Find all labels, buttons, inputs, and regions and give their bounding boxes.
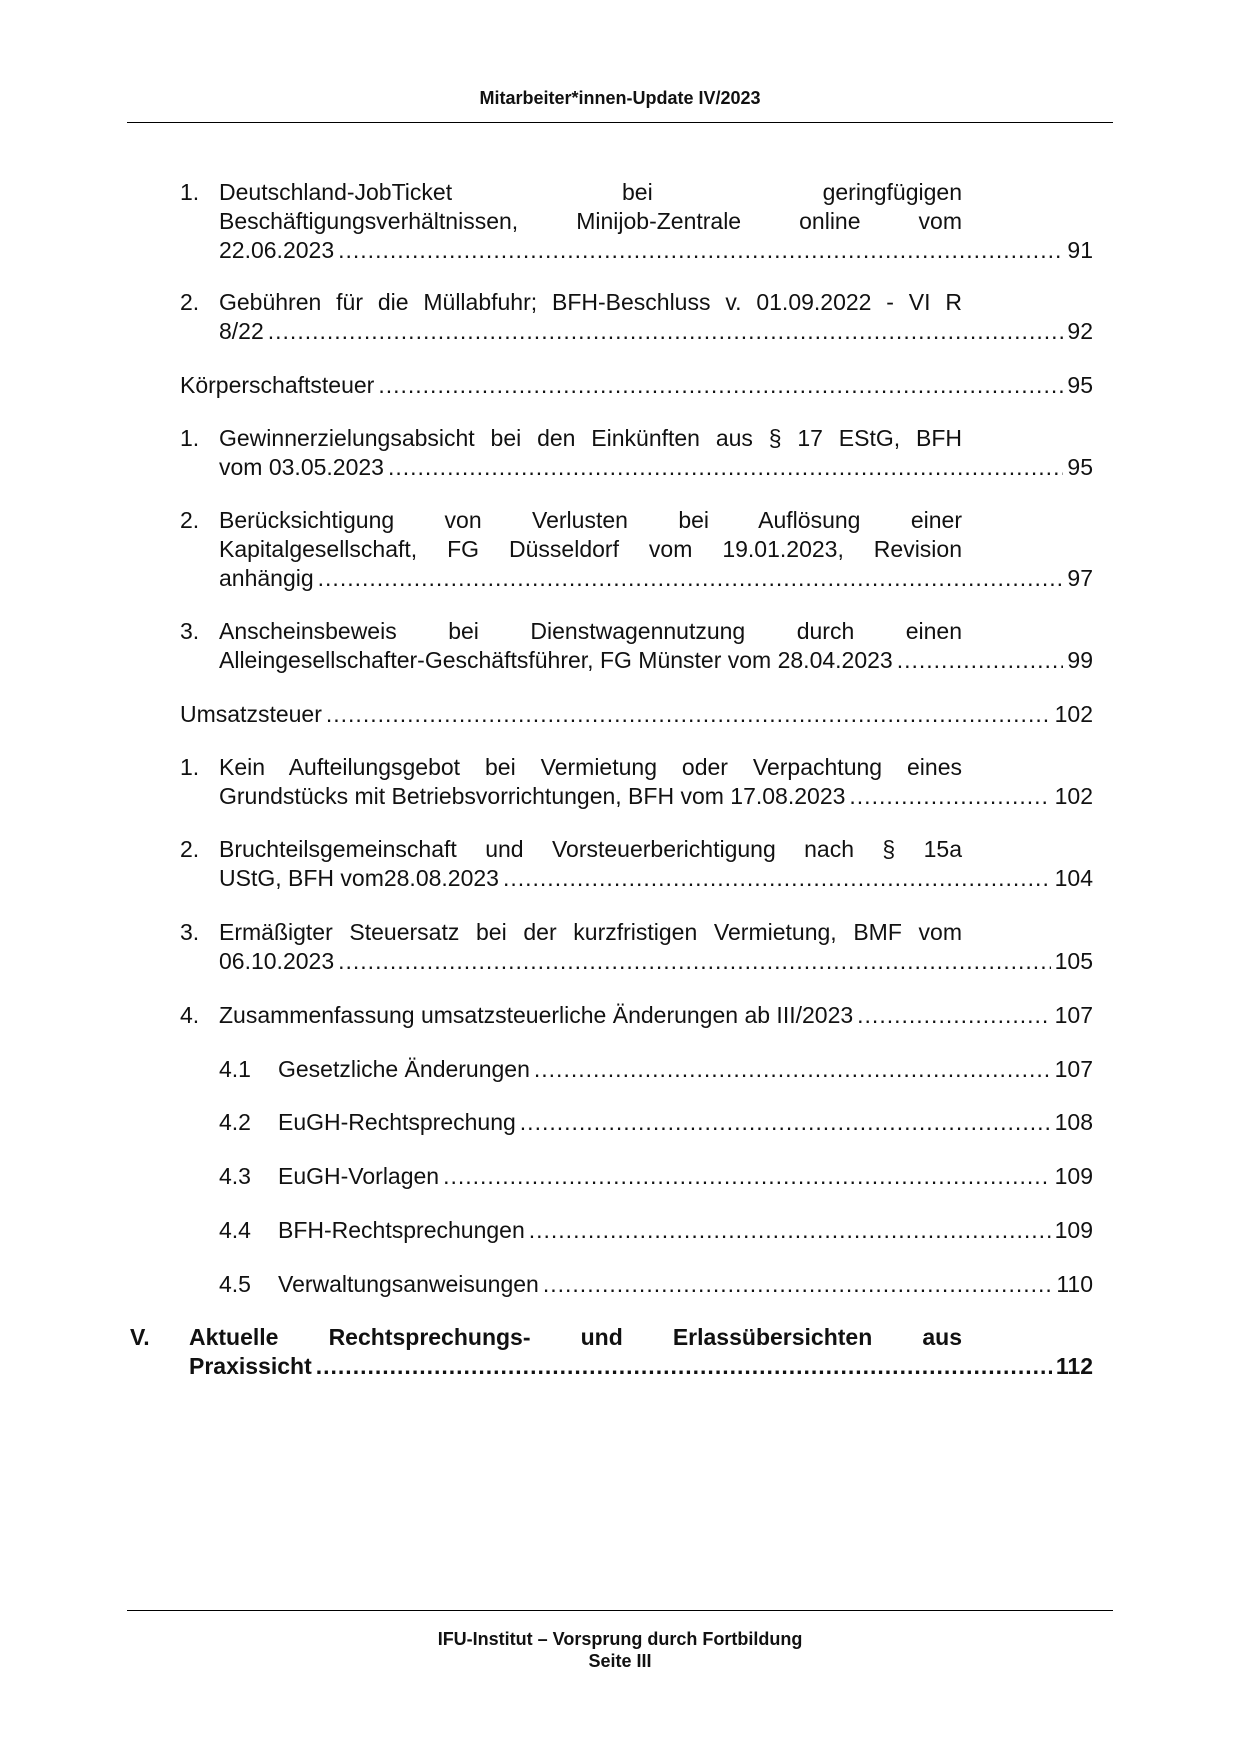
toc-leader-dots <box>443 1162 1051 1191</box>
toc-entry-text: Gebühren für die Müllabfuhr; BFH-Beschluss v. 01.09.2022 - VI R <box>219 289 962 315</box>
page-header-title: Mitarbeiter*innen-Update IV/2023 <box>479 88 761 108</box>
toc-entry[interactable] <box>180 617 1093 675</box>
toc-subentry[interactable] <box>219 1216 1093 1245</box>
footer-institute: IFU-Institut – Vorsprung durch Fortbildung <box>437 1629 803 1649</box>
toc-entry[interactable] <box>180 835 1093 893</box>
toc-subentry[interactable] <box>219 1270 1093 1299</box>
toc-entry-text: UStG, BFH vom28.08.2023 <box>219 865 499 891</box>
toc-entry-text: Bruchteilsgemeinschaft und Vorsteuerberichtigung nach § 15a <box>219 836 962 862</box>
toc-subentry[interactable] <box>219 1055 1093 1084</box>
toc-page-number: 105 <box>1054 948 1093 974</box>
toc-page-number: 97 <box>1067 565 1093 591</box>
toc-entry[interactable] <box>180 753 1093 811</box>
toc-entry-number: 4.2 <box>219 1109 251 1135</box>
toc-entry-text: Grundstücks mit Betriebsvorrichtungen, BFH vom 17.08.2023 <box>219 783 846 809</box>
toc-entry-number: 1. <box>180 179 200 205</box>
toc-page-number: 109 <box>1054 1163 1093 1189</box>
toc-chapter-text: Praxissicht <box>189 1353 312 1379</box>
toc-page-number: 109 <box>1054 1217 1093 1243</box>
toc-page-number: 99 <box>1067 647 1093 673</box>
toc-entry-text: Kein Aufteilungsgebot bei Vermietung oder Verpachtung eines <box>219 754 962 780</box>
toc-entry-number: 4.1 <box>219 1056 251 1082</box>
toc-page-number: 108 <box>1054 1109 1093 1135</box>
toc-subentry[interactable] <box>219 1108 1093 1137</box>
toc-subentry[interactable] <box>219 1162 1093 1191</box>
toc-leader-dots <box>849 782 1050 811</box>
toc-entry-text: Alleingesellschafter-Geschäftsführer, FG Münster vom 28.04.2023 <box>219 647 893 673</box>
toc-leader-dots <box>318 564 1064 593</box>
toc-entry[interactable] <box>180 506 1093 593</box>
toc-page-number: 107 <box>1054 1056 1093 1082</box>
toc-entry-text: EuGH-Rechtsprechung <box>278 1109 516 1135</box>
toc-chapter-text: Aktuelle Rechtsprechungs- und Erlassübersichten aus <box>189 1324 962 1350</box>
toc-page-number: 95 <box>1067 372 1093 398</box>
toc-entry-number: 4.5 <box>219 1271 251 1297</box>
toc-page-number: 95 <box>1067 454 1093 480</box>
footer-rule <box>127 1610 1113 1611</box>
toc-entry[interactable] <box>180 288 1093 346</box>
toc-chapter-number: V. <box>130 1324 150 1350</box>
toc-entry-text: Gewinnerzielungsabsicht bei den Einkünften aus § 17 EStG, BFH <box>219 425 962 451</box>
toc-leader-dots <box>268 317 1064 346</box>
toc-leader-dots <box>316 1352 1052 1381</box>
toc-entry-text: BFH-Rechtsprechungen <box>278 1217 525 1243</box>
toc-leader-dots <box>326 700 1051 729</box>
toc-page-number: 102 <box>1054 701 1093 727</box>
toc-page-number: 107 <box>1054 1002 1093 1028</box>
toc-page-number: 102 <box>1054 783 1093 809</box>
page-footer <box>0 1628 1240 1672</box>
toc-leader-dots <box>857 1001 1050 1030</box>
toc-entry-text: Gesetzliche Änderungen <box>278 1056 530 1082</box>
toc-entry[interactable] <box>180 424 1093 482</box>
toc-entry-text: Beschäftigungsverhältnissen, Minijob-Zentrale online vom <box>219 208 962 234</box>
toc-page-number: 91 <box>1067 237 1093 263</box>
toc-page-number: 104 <box>1054 865 1093 891</box>
toc-page-number: 110 <box>1056 1271 1093 1297</box>
toc-entry-text: 22.06.2023 <box>219 237 335 263</box>
toc-leader-dots <box>543 1270 1052 1299</box>
toc-section[interactable] <box>180 700 1093 729</box>
toc-entry-text: Verwaltungsanweisungen <box>278 1271 539 1297</box>
toc-entry[interactable] <box>180 1001 1093 1030</box>
header-rule <box>127 122 1113 123</box>
toc-entry-number: 4.4 <box>219 1217 251 1243</box>
toc-entry-number: 3. <box>180 919 200 945</box>
toc-entry-number: 2. <box>180 836 200 862</box>
toc-entry-text: 8/22 <box>219 318 264 344</box>
toc-leader-dots <box>378 371 1063 400</box>
footer-page-number: Seite III <box>588 1651 652 1671</box>
toc-entry-text: Zusammenfassung umsatzsteuerliche Änderungen ab III/2023 <box>219 1002 854 1028</box>
toc-entry-text: Kapitalgesellschaft, FG Düsseldorf vom 19.01.2023, Revision <box>219 536 962 562</box>
toc-leader-dots <box>534 1055 1051 1084</box>
toc-entry-text: EuGH-Vorlagen <box>278 1163 440 1189</box>
toc-page-number: 112 <box>1055 1353 1093 1379</box>
toc-entry-text: anhängig <box>219 565 314 591</box>
toc-section-title: Körperschaftsteuer <box>180 372 375 398</box>
toc-leader-dots <box>503 864 1051 893</box>
toc-entry-number: 1. <box>180 425 200 451</box>
toc-entry[interactable] <box>180 918 1093 976</box>
toc-chapter[interactable] <box>130 1323 1093 1381</box>
toc-entry-number: 1. <box>180 754 200 780</box>
toc-page-number: 92 <box>1067 318 1093 344</box>
toc-leader-dots <box>388 453 1063 482</box>
toc-entry-text: Berücksichtigung von Verlusten bei Auflösung einer <box>219 507 962 533</box>
toc-entry-number: 4. <box>180 1002 200 1028</box>
toc-entry-number: 3. <box>180 618 200 644</box>
toc-entry-text: vom 03.05.2023 <box>219 454 384 480</box>
toc-leader-dots <box>897 646 1064 675</box>
toc-entry-text: Anscheinsbeweis bei Dienstwagennutzung durch einen <box>219 618 962 644</box>
toc-leader-dots <box>529 1216 1051 1245</box>
toc-section-title: Umsatzsteuer <box>180 701 322 727</box>
toc-entry-text: Deutschland-JobTicket bei geringfügigen <box>219 179 962 205</box>
toc-entry[interactable] <box>180 178 1093 265</box>
toc-leader-dots <box>338 236 1063 265</box>
toc-entry-number: 2. <box>180 507 200 533</box>
toc-entry-number: 2. <box>180 289 200 315</box>
toc-entry-number: 4.3 <box>219 1163 251 1189</box>
toc-entry-text: 06.10.2023 <box>219 948 335 974</box>
toc-section[interactable] <box>180 371 1093 400</box>
toc-leader-dots <box>338 947 1051 976</box>
toc-leader-dots <box>520 1108 1051 1137</box>
toc-entry-text: Ermäßigter Steuersatz bei der kurzfristigen Vermietung, BMF vom <box>219 919 962 945</box>
